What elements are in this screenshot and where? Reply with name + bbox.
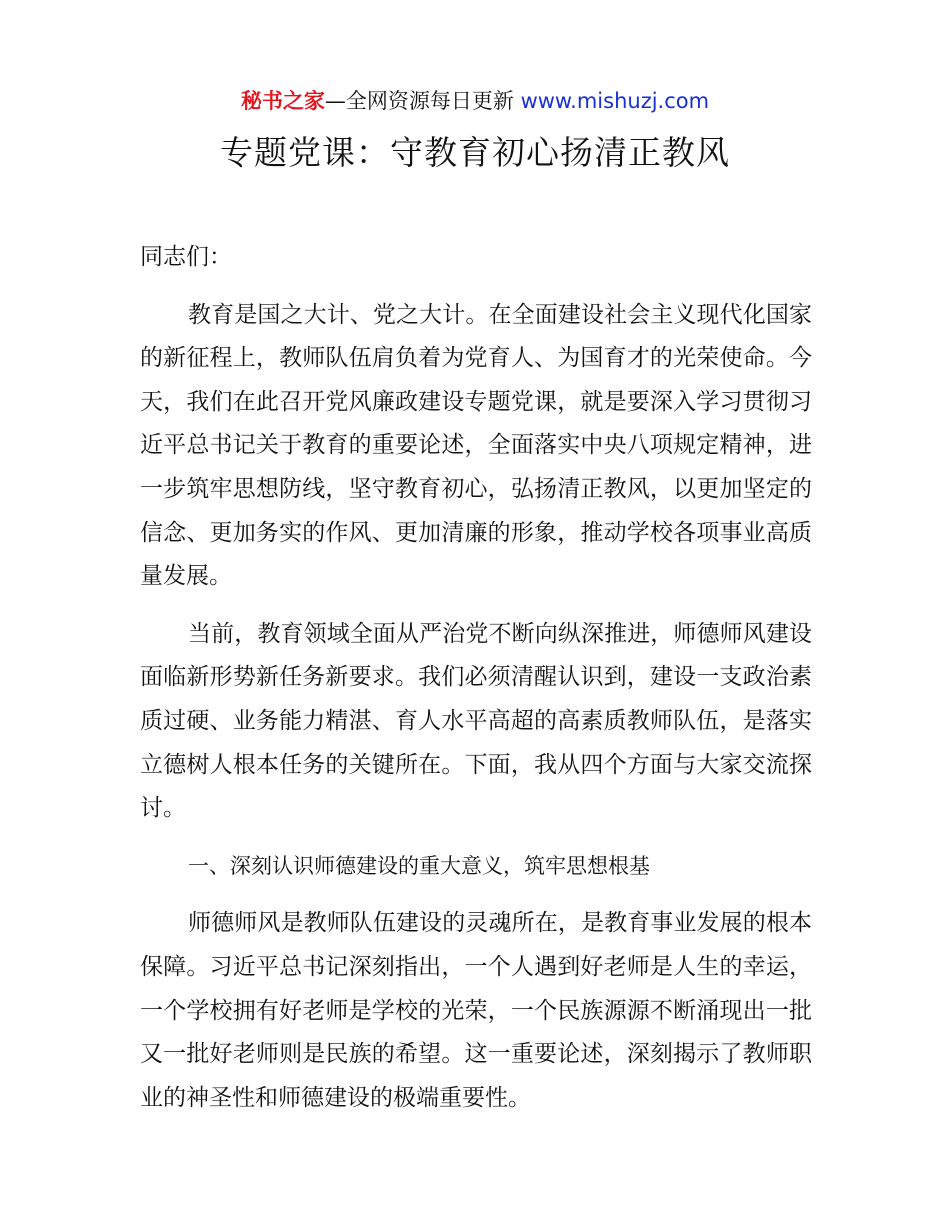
brand-name: 秘书之家: [240, 89, 325, 113]
salutation: 同志们：: [140, 244, 232, 270]
body-paragraph: 师德师风是教师队伍建设的灵魂所在，是教育事业发展的根本保障。习近平总书记深刻指出，一个人遇到好老师是人生的幸运，一个学校拥有好老师是学校的光荣，一个民族源源不断涌现出一批又一批好老师则是民族的希望。这一重要论述，深刻揭示了教师职业的神圣性和师德建设的极端重要性。: [140, 910, 812, 1111]
section-heading: 一、深刻认识师德建设的重大意义，筑牢思想根基: [188, 853, 650, 878]
body-paragraph: 教育是国之大计、党之大计。在全面建设社会主义现代化国家的新征程上，教师队伍肩负着为党育人、为国育才的光荣使命。今天，我们在此召开党风廉政建设专题党课，就是要深入学习贯彻习近平总书记关于教育的重要论述，全面落实中央八项规定精神，进一步筑牢思想防线，坚守教育初心，弘扬清正教风，以更加坚定的信念、更加务实的作风、更加清廉的形象，推动学校各项事业高质量发展。: [140, 301, 812, 590]
site-url-link[interactable]: www.mishuzj.com: [520, 89, 710, 113]
header-tagline: —全网资源每日更新: [324, 89, 514, 113]
document-title: 专题党课：守教育初心扬清正教风: [220, 133, 730, 172]
document-body: [140, 236, 812, 1134]
watermark-header: [0, 84, 950, 118]
body-paragraph: 当前，教育领域全面从严治党不断向纵深推进，师德师风建设面临新形势新任务新要求。我们必须清醒认识到，建设一支政治素质过硬、业务能力精湛、育人水平高超的高素质教师队伍，是落实立德树人根本任务的关键所在。下面，我从四个方面与大家交流探讨。: [140, 620, 812, 822]
